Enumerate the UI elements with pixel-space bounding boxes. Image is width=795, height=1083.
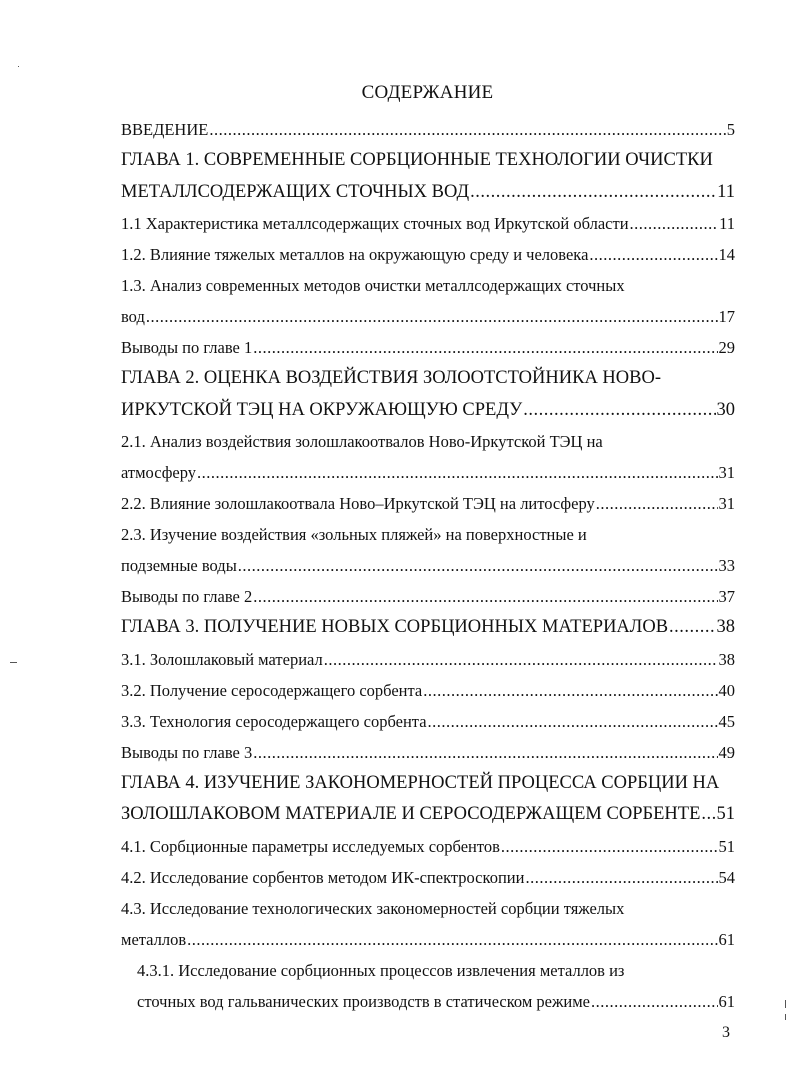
toc-entry-intro[interactable] <box>121 114 735 145</box>
toc-page-number: 33 <box>718 556 735 575</box>
toc-entry-text: 2.2. Влияние золошлакоотвала Ново–Иркутской ТЭЦ на литосферу <box>121 494 595 513</box>
toc-entry-chapter-1-cont[interactable] <box>121 177 735 209</box>
toc-entry-text: 1.3. Анализ современных методов очистки металлсодержащих сточных <box>121 276 625 295</box>
toc-entry-text: 3.3. Технология серосодержащего сорбента <box>121 711 427 731</box>
toc-entry-text: 2.3. Изучение воздействия «зольных пляжей» на поверхностные и <box>121 525 587 544</box>
dot-leader <box>253 737 717 768</box>
dot-leader <box>209 114 725 145</box>
toc-entry-2-3[interactable] <box>121 519 735 550</box>
toc-entry-3-3[interactable] <box>121 706 735 737</box>
toc-entry-2-1[interactable] <box>121 426 735 457</box>
toc-entry-text: подземные воды <box>121 556 237 575</box>
toc-page-number: 29 <box>718 338 735 357</box>
toc-entry-chapter-2[interactable] <box>121 363 735 395</box>
toc-page-number: 61 <box>718 991 735 1011</box>
toc-entry-text: 4.2. Исследование сорбентов методом ИК-спектроскопии <box>121 867 525 887</box>
toc-entry-text: ГЛАВА 4. ИЗУЧЕНИЕ ЗАКОНОМЕРНОСТЕЙ ПРОЦЕССА СОРБЦИИ НА <box>121 772 720 793</box>
toc-entry-text: ИРКУТСКОЙ ТЭЦ НА ОКРУЖАЮЩУЮ СРЕДУ <box>121 399 523 420</box>
toc-page-number: 17 <box>718 307 735 326</box>
toc-entry-text: Выводы по главе 2 <box>121 587 253 606</box>
toc-entry-text: 3.1. Золошлаковый материал <box>121 649 323 669</box>
table-of-contents <box>121 114 735 1017</box>
dot-leader <box>146 301 718 332</box>
toc-entry-text: вод <box>121 307 145 326</box>
dot-leader <box>238 550 718 581</box>
dot-leader <box>630 208 719 239</box>
scan-speck <box>10 662 17 663</box>
dot-leader <box>197 457 717 488</box>
toc-page-number: 31 <box>718 463 735 482</box>
toc-entry-1-3[interactable] <box>121 270 735 301</box>
toc-entry-chapter-4-cont[interactable] <box>121 799 735 831</box>
toc-entry-text: 1.1 Характеристика металлсодержащих сточных вод Иркутской области <box>121 214 629 233</box>
toc-entry-text: МЕТАЛЛСОДЕРЖАЩИХ СТОЧНЫХ ВОД <box>121 181 470 202</box>
toc-page-number: 14 <box>718 245 735 264</box>
toc-entry-1-3-cont[interactable] <box>121 301 735 332</box>
toc-entry-2-1-cont[interactable] <box>121 457 735 488</box>
toc-page-number: 37 <box>718 587 735 606</box>
scan-speck <box>785 1014 786 1020</box>
toc-page-number: 38 <box>716 617 735 637</box>
toc-page-number: 40 <box>718 680 735 700</box>
toc-entry-conclusions-3[interactable] <box>121 737 735 768</box>
dot-leader <box>591 986 717 1017</box>
toc-page-number: 5 <box>726 120 735 139</box>
dot-leader <box>525 862 717 893</box>
toc-entry-text: 1.2. Влияние тяжелых металлов на окружающую среду и человека <box>121 245 589 264</box>
toc-entry-text: ГЛАВА 2. ОЦЕНКА ВОЗДЕЙСТВИЯ ЗОЛООТСТОЙНИКА НОВО- <box>121 368 662 388</box>
toc-page-number: 11 <box>717 181 735 202</box>
page-title: СОДЕРЖАНИЕ <box>361 82 494 103</box>
dot-leader <box>253 332 717 363</box>
page-number: 3 <box>722 1024 730 1041</box>
toc-page-number: 54 <box>718 867 735 887</box>
toc-entry-text: ВВЕДЕНИЕ <box>121 120 209 139</box>
dot-leader <box>589 239 717 270</box>
toc-entry-conclusions-2[interactable] <box>121 581 735 612</box>
dot-leader <box>470 177 716 209</box>
toc-entry-2-3-cont[interactable] <box>121 550 735 581</box>
toc-entry-conclusions-1[interactable] <box>121 332 735 363</box>
toc-entry-4-3-cont[interactable] <box>121 924 735 955</box>
toc-entry-text: ГЛАВА 1. СОВРЕМЕННЫЕ СОРБЦИОННЫЕ ТЕХНОЛОГИИ ОЧИСТКИ <box>121 150 713 170</box>
toc-entry-4-3-1[interactable] <box>121 955 735 986</box>
dot-leader <box>596 488 718 519</box>
dot-leader <box>669 612 715 644</box>
toc-page-number: 11 <box>719 214 735 233</box>
toc-entry-text: 4.1. Сорбционные параметры исследуемых сорбентов <box>121 836 500 856</box>
toc-entry-text: Выводы по главе 1 <box>121 338 253 357</box>
toc-entry-chapter-1[interactable] <box>121 145 735 177</box>
toc-entry-4-1[interactable] <box>121 831 735 862</box>
toc-entry-text: 2.1. Анализ воздействия золошлакоотвалов Ново-Иркутской ТЭЦ на <box>121 432 603 451</box>
toc-page-number: 51 <box>716 804 735 824</box>
toc-entry-1-1[interactable] <box>121 208 735 239</box>
toc-entry-text: Выводы по главе 3 <box>121 742 253 762</box>
toc-page-number: 31 <box>718 494 735 513</box>
toc-entry-4-3-1-cont[interactable] <box>121 986 735 1017</box>
toc-entry-text: ЗОЛОШЛАКОВОМ МАТЕРИАЛЕ И СЕРОСОДЕРЖАЩЕМ СОРБЕНТЕ <box>121 804 701 824</box>
toc-entry-text: 4.3.1. Исследование сорбционных процессов извлечения металлов из <box>137 960 625 980</box>
toc-entry-2-2[interactable] <box>121 488 735 519</box>
toc-entry-text: 4.3. Исследование технологических закономерностей сорбции тяжелых <box>121 898 625 918</box>
toc-entry-3-1[interactable] <box>121 644 735 675</box>
toc-page-number: 61 <box>718 929 735 949</box>
toc-entry-1-2[interactable] <box>121 239 735 270</box>
toc-entry-chapter-4[interactable] <box>121 768 735 800</box>
dot-leader <box>187 924 717 955</box>
toc-page-number: 51 <box>718 836 735 856</box>
dot-leader <box>428 706 718 737</box>
scan-speck <box>18 66 19 67</box>
toc-entry-4-3[interactable] <box>121 893 735 924</box>
toc-page-number: 38 <box>718 649 735 669</box>
dot-leader <box>423 675 717 706</box>
toc-entry-text: металлов <box>121 929 187 949</box>
dot-leader <box>253 581 717 612</box>
dot-leader <box>501 831 718 862</box>
toc-entry-3-2[interactable] <box>121 675 735 706</box>
toc-page-number: 45 <box>718 711 735 731</box>
toc-entry-text: атмосферу <box>121 463 197 482</box>
toc-entry-4-2[interactable] <box>121 862 735 893</box>
toc-page-number: 30 <box>716 399 735 420</box>
toc-page-number: 49 <box>718 742 735 762</box>
toc-entry-text: ГЛАВА 3. ПОЛУЧЕНИЕ НОВЫХ СОРБЦИОННЫХ МАТЕРИАЛОВ <box>121 617 669 637</box>
scan-speck <box>785 1000 786 1008</box>
toc-entry-text: сточных вод гальванических производств в статическом режиме <box>137 991 591 1011</box>
dot-leader <box>523 395 715 427</box>
toc-entry-text: 3.2. Получение серосодержащего сорбента <box>121 680 423 700</box>
dot-leader <box>324 644 718 675</box>
dot-leader <box>701 799 715 831</box>
toc-entry-chapter-2-cont[interactable] <box>121 395 735 427</box>
toc-entry-chapter-3[interactable] <box>121 612 735 644</box>
